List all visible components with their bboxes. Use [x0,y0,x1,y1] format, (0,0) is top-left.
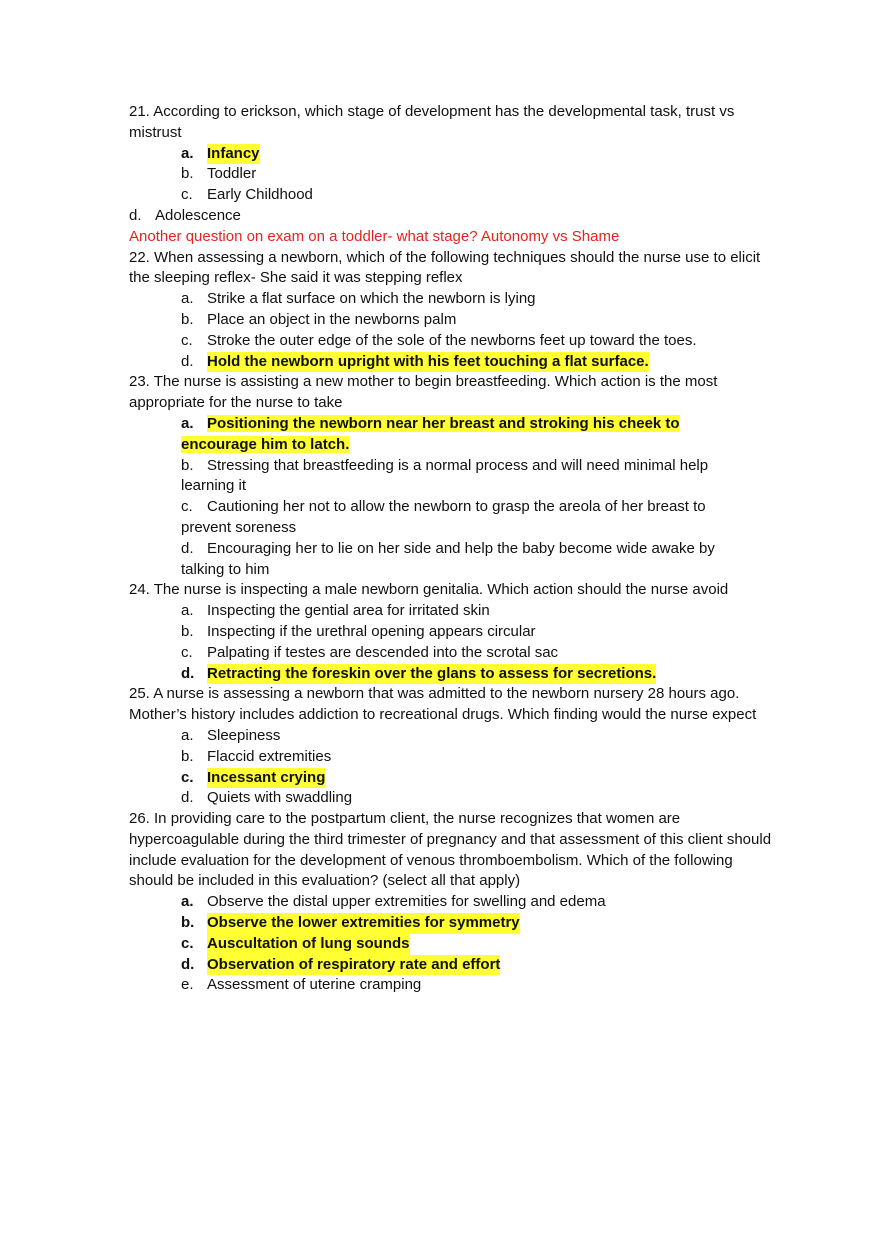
question-list [129,102,779,996]
question-21-option-b: b. Toddler [181,165,257,183]
exam-note: Another question on exam on a toddler- what stage? Autonomy vs Shame [129,227,620,245]
question-23-option-c: c. Cautioning her not to allow the newborn to grasp the areola of her breast to prevent soreness [181,498,706,536]
question-26-stem: 26. In providing care to the postpartum client, the nurse recognizes that women are hypercoagulable during the third trimester of pregnancy and that assessment of this client should include evaluation for the development of venous thromboembolism. Which of the following should be included in this evaluation? (select all that apply) [129,810,772,890]
question-25-option-b: b. Flaccid extremities [181,747,332,765]
question-21-option-d: d. Adolescence [129,206,241,224]
question-23-stem: 23. The nurse is assisting a new mother to begin breastfeeding. Which action is the most appropriate for the nurse to take [129,373,718,412]
question-24-option-d: d. Retracting the foreskin over the glans to assess for secretions. [181,664,779,685]
question-25-option-a: a. Sleepiness [181,726,281,744]
question-23-option-b: b. Stressing that breastfeeding is a normal process and will need minimal help learning it [181,456,709,495]
question-22-option-c: c. Stroke the outer edge of the sole of the newborns feet up toward the toes. [181,331,697,349]
question-24-option-a: a. Inspecting the gential area for irritated skin [181,602,490,620]
question-21-stem: 21. According to erickson, which stage of development has the developmental task, trust vs mistrust [129,103,735,141]
question-22-stem: 22. When assessing a newborn, which of the following techniques should the nurse use to elicit the sleeping reflex- She said it was stepping reflex [129,248,761,287]
question-22-option-b: b. Place an object in the newborns palm [181,310,457,328]
question-24-stem: 24. The nurse is inspecting a male newborn genitalia. Which action should the nurse avoid [129,581,729,599]
question-21-option-c: c. Early Childhood [181,186,313,204]
question-26-option-b: b. Observe the lower extremities for symmetry [181,913,779,934]
question-26-option-d: d. Observation of respiratory rate and effort [181,955,779,976]
question-22-option-a: a. Strike a flat surface on which the newborn is lying [181,290,536,308]
question-21-option-a: a. Infancy [181,144,779,165]
question-23-option-a: a. Positioning the newborn near her breast and stroking his cheek to encourage him to latch. [181,414,680,453]
question-23-option-d: d. Encouraging her to lie on her side and help the baby become wide awake by talking to him [181,539,715,578]
question-24-option-c: c. Palpating if testes are descended into the scrotal sac [181,643,559,661]
question-25-option-d: d. Quiets with swaddling [181,789,353,807]
question-24-option-b: b. Inspecting if the urethral opening appears circular [181,622,536,640]
question-22-option-d: d. Hold the newborn upright with his feet touching a flat surface. [181,352,779,373]
question-25-stem: 25. A nurse is assessing a newborn that was admitted to the newborn nursery 28 hours ago. Mother’s history includes addiction to recreational drugs. Which finding would the nurse expect [129,685,757,724]
question-26-option-a: a. Observe the distal upper extremities for swelling and edema [181,893,606,911]
question-26-option-e: e. Assessment of uterine cramping [181,976,422,994]
question-25-option-c: c. Incessant crying [181,768,779,789]
question-26-option-c: c. Auscultation of lung sounds [181,934,779,955]
